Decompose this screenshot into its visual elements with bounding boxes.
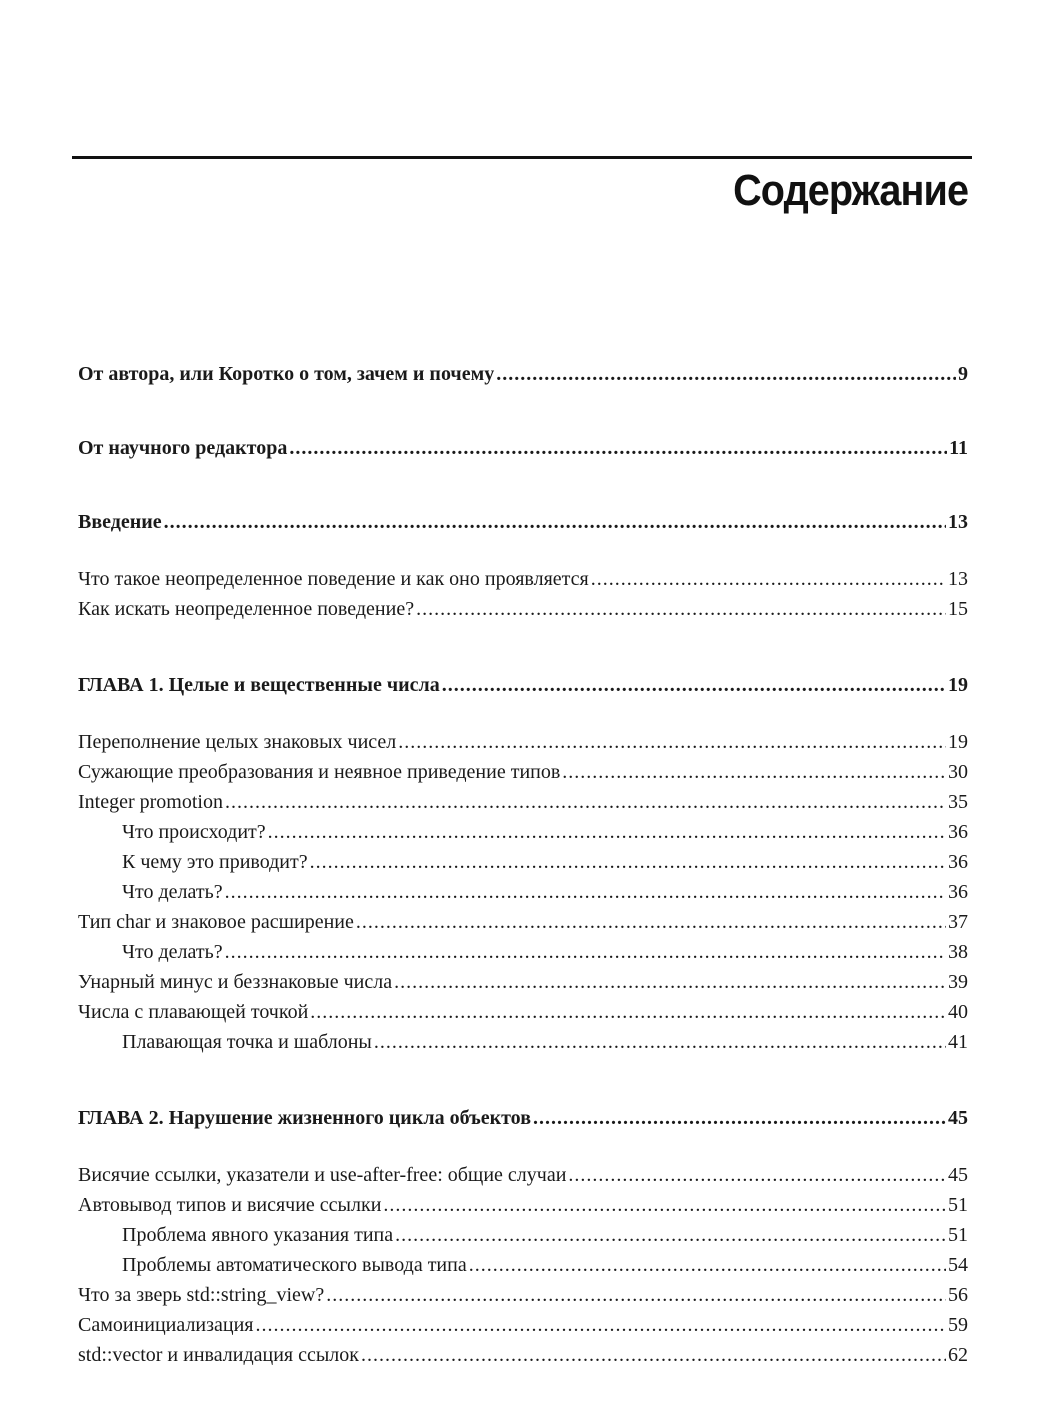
toc-entry-section[interactable] [78, 1191, 968, 1219]
toc-entry-title: Автовывод типов и висячие ссылки [78, 1194, 382, 1216]
toc-entry-page: 45 [948, 1164, 968, 1186]
toc-entry-title: Числа с плавающей точкой [78, 1001, 309, 1023]
toc-entry-page: 45 [948, 1107, 968, 1129]
toc-entry-chapter[interactable] [78, 508, 968, 536]
toc-leader-dots [591, 565, 946, 593]
toc-entry-section[interactable] [78, 758, 968, 786]
toc-leader-dots [225, 788, 946, 816]
toc-entry-title: От автора, или Коротко о том, зачем и почему [78, 363, 495, 385]
toc-entry-title: Переполнение целых знаковых чисел [78, 731, 397, 753]
toc-entry-subsection[interactable] [78, 938, 968, 966]
toc-leader-dots [383, 1191, 946, 1219]
toc-entry-page: 13 [948, 568, 968, 590]
toc-leader-dots [496, 360, 956, 388]
toc-entry-title: Сужающие преобразования и неявное приведение типов [78, 761, 561, 783]
toc-leader-dots [356, 908, 946, 936]
toc-entry-page: 37 [948, 911, 968, 933]
toc-entry-title: От научного редактора [78, 437, 288, 459]
toc-entry-title: Что за зверь std::string_view? [78, 1284, 325, 1306]
toc-leader-dots [394, 968, 946, 996]
toc-leader-dots [225, 938, 946, 966]
toc-entry-page: 35 [948, 791, 968, 813]
toc-entry-chapter[interactable] [78, 1104, 968, 1132]
toc-leader-dots [326, 1281, 946, 1309]
toc-entry-page: 30 [948, 761, 968, 783]
toc-entry-title: Что происходит? [122, 821, 266, 843]
toc-entry-title: ГЛАВА 2. Нарушение жизненного цикла объектов [78, 1107, 531, 1129]
toc-entry-subsection[interactable] [78, 848, 968, 876]
toc-leader-dots [310, 998, 946, 1026]
toc-entry-subsection[interactable] [78, 1221, 968, 1249]
toc-leader-dots [568, 1161, 946, 1189]
toc-entry-title: Введение [78, 511, 162, 533]
toc-leader-dots [289, 434, 947, 462]
toc-leader-dots [395, 1221, 946, 1249]
toc-entry-section[interactable] [78, 1281, 968, 1309]
toc-entry-title: std::vector и инвалидация ссылок [78, 1344, 359, 1366]
toc-entry-page: 38 [948, 941, 968, 963]
toc-entry-page: 54 [948, 1254, 968, 1276]
toc-entry-chapter[interactable] [78, 434, 968, 462]
toc-leader-dots [361, 1341, 946, 1369]
toc-entry-title: Самоинициализация [78, 1314, 254, 1336]
toc-entry-title: Унарный минус и беззнаковые числа [78, 971, 393, 993]
toc-entry-page: 36 [948, 881, 968, 903]
toc-entry-page: 36 [948, 851, 968, 873]
toc-leader-dots [398, 728, 946, 756]
toc-leader-dots [164, 508, 946, 536]
toc-entry-section[interactable] [78, 788, 968, 816]
toc-entry-subsection[interactable] [78, 818, 968, 846]
toc-entry-chapter[interactable] [78, 360, 968, 388]
toc-entry-title: Тип char и знаковое расширение [78, 911, 354, 933]
toc-entry-page: 11 [949, 437, 968, 459]
header-rule [72, 156, 972, 159]
page-title: Содержание [733, 166, 968, 215]
toc-entry-title: Как искать неопределенное поведение? [78, 598, 415, 620]
toc-entry-title: ГЛАВА 1. Целые и вещественные числа [78, 674, 440, 696]
toc-entry-page: 19 [948, 674, 968, 696]
toc-leader-dots [268, 818, 946, 846]
toc-entry-page: 62 [948, 1344, 968, 1366]
toc-entry-page: 19 [948, 731, 968, 753]
toc-entry-title: Висячие ссылки, указатели и use-after-free: общие случаи [78, 1164, 567, 1186]
toc-entry-page: 59 [948, 1314, 968, 1336]
toc-entry-title: Что такое неопределенное поведение и как оно проявляется [78, 568, 589, 590]
toc-entry-page: 51 [948, 1194, 968, 1216]
toc-entry-section[interactable] [78, 1341, 968, 1369]
toc-entry-subsection[interactable] [78, 878, 968, 906]
toc-entry-title: Что делать? [122, 881, 223, 903]
toc-entry-page: 51 [948, 1224, 968, 1246]
toc-entry-title: Проблема явного указания типа [122, 1224, 394, 1246]
toc-entry-section[interactable] [78, 1161, 968, 1189]
toc-entry-page: 40 [948, 1001, 968, 1023]
toc-entry-section[interactable] [78, 565, 968, 593]
toc-entry-title: К чему это приводит? [122, 851, 308, 873]
toc-leader-dots [442, 671, 946, 699]
toc-entry-page: 56 [948, 1284, 968, 1306]
toc-leader-dots [374, 1028, 946, 1056]
toc-entry-page: 15 [948, 598, 968, 620]
toc-entry-section[interactable] [78, 998, 968, 1026]
toc-entry-section[interactable] [78, 595, 968, 623]
toc-leader-dots [310, 848, 946, 876]
toc-entry-page: 9 [958, 363, 968, 385]
toc-leader-dots [225, 878, 946, 906]
toc-entry-title: Integer promotion [78, 791, 223, 813]
toc-entry-subsection[interactable] [78, 1251, 968, 1279]
toc-entry-title: Плавающая точка и шаблоны [122, 1031, 372, 1053]
toc-entry-section[interactable] [78, 728, 968, 756]
toc-entry-chapter[interactable] [78, 671, 968, 699]
toc-entry-section[interactable] [78, 908, 968, 936]
toc-entry-title: Что делать? [122, 941, 223, 963]
toc-entry-title: Проблемы автоматического вывода типа [122, 1254, 467, 1276]
toc-entry-page: 41 [948, 1031, 968, 1053]
toc-entry-section[interactable] [78, 968, 968, 996]
toc-entry-page: 36 [948, 821, 968, 843]
toc-leader-dots [533, 1104, 946, 1132]
toc-leader-dots [562, 758, 946, 786]
toc-leader-dots [416, 595, 946, 623]
toc-entry-page: 13 [948, 511, 968, 533]
toc-entry-section[interactable] [78, 1311, 968, 1339]
toc-leader-dots [256, 1311, 946, 1339]
toc-entry-subsection[interactable] [78, 1028, 968, 1056]
toc-entry-page: 39 [948, 971, 968, 993]
toc-leader-dots [469, 1251, 946, 1279]
